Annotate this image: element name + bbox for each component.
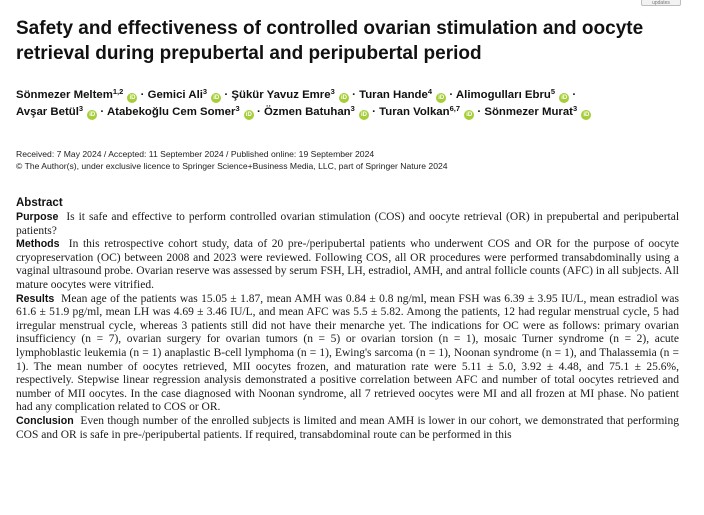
abstract-conclusion [16,415,679,442]
publication-dates: Received: 7 May 2024 / Accepted: 11 September 2024 / Published online: 19 September 2024 [16,149,375,159]
author-name[interactable]: Sönmezer Meltem [16,89,113,101]
author-separator: · [477,106,482,118]
abstract-purpose [16,211,679,238]
author-name[interactable]: Özmen Batuhan [263,106,351,118]
abstract-methods [16,238,679,292]
author-affiliation: 3 [202,87,208,96]
author-name[interactable]: Alimogulları Ebru [455,89,551,101]
orcid-icon[interactable]: iD [245,112,252,118]
abstract-results [16,293,679,415]
author-name[interactable]: Atabekoğlu Cem Somer [106,106,236,118]
article-meta [16,148,686,172]
author-name[interactable]: Sönmezer Murat [484,106,573,118]
author-entry [231,89,349,101]
author-affiliation: 5 [550,87,556,96]
abstract-body [16,211,679,442]
orcid-icon[interactable]: iD [129,95,136,101]
author-separator: · [256,106,261,118]
orcid-icon[interactable]: iD [583,112,590,118]
methods-text: In this retrospective cohort study, data of 20 pre-/peripubertal patients who underwent COS and OR for the purpose of oocyte cryopreservation (OC) between 2008 and 2023 were reviewed. Following COS, all OR procedures were performed transabdominally using a vaginal ultrasound probe. Ovarian reserve was assessed by serum FSH, LH, estradiol, AMH, and antral follicle counts (AFC) in all subjects. All mature oocytes were vitrified. [16,238,680,291]
copyright-notice: © The Author(s), under exclusive licence to Springer Science+Business Media, LLC, part of Springer Nature 2024 [16,161,448,171]
author-separator: · [224,89,229,101]
author-name[interactable]: Turan Hande [359,89,428,101]
orcid-icon[interactable]: iD [361,112,367,118]
author-affiliation: 3 [572,104,578,113]
author-entry [484,106,591,118]
author-separator: · [372,106,376,118]
orcid-icon[interactable]: iD [340,95,347,101]
conclusion-label: Conclusion [16,414,74,427]
author-affiliation: 3 [235,104,240,113]
conclusion-text: Even though number of the enrolled subjects is limited and mean AMH is lower in our cohort, we demonstrated that performing COS and OR is safe in pre-/peripubertal patients. If required, transabdominal route can be performed in this [16,414,679,441]
author-affiliation: 3 [330,87,335,96]
author-entry [16,106,97,118]
orcid-icon[interactable]: iD [89,112,96,118]
orcid-icon[interactable]: iD [213,95,220,101]
author-entry [379,106,474,118]
author-entry [148,89,222,101]
author-name[interactable]: Turan Volkan [379,106,450,118]
author-name[interactable]: Gemici Ali [147,89,203,101]
author-entry [264,106,369,118]
purpose-label: Purpose [16,211,59,223]
author-name[interactable]: Avşar Betül [16,106,79,118]
author-separator: · [140,89,145,101]
author-separator: · [572,89,577,101]
purpose-text: Is it safe and effective to perform controlled ovarian stimulation (COS) and oocyte retrieval (OR) in prepubertal and peripubertal patients? [16,211,680,237]
orcid-icon[interactable]: iD [561,95,568,101]
author-entry [359,89,446,101]
author-entry [107,106,254,118]
check-for-updates-badge[interactable]: updates [641,0,681,6]
orcid-icon[interactable]: iD [466,112,473,118]
author-separator: · [100,106,105,118]
author-separator: · [449,89,454,101]
author-list [16,87,686,121]
author-name[interactable]: Şükür Yavuz Emre [231,89,331,101]
results-text: Mean age of the patients was 15.05 ± 1.87, mean AMH was 0.84 ± 0.8 ng/ml, mean FSH was 6.39 ± 3.95 IU/L, mean estradiol was 61.6 ± 51.9 pg/ml, mean LH was 4.69 ± 3.46 IU/L, and mean AFC was 5.5 ± 5.82. Among the patients, 12 had regular menstrual cycle, 5 had irregular menstrual cycle, whereas 3 patients still did not have their menarche yet. The indications for OC were as follows: primary ovarian insufficiency (n = 7), ovarian surgery for ovarian tumors (n = 5) or ovarian torsion (n = 1), mosaic Turner syndrome (n = 2), acute lymphoblastic leukemia (n = 1) anaplastic B-cell lymphoma (n = 1), Ewing's sarcoma (n = 1), Noonan syndrome (n = 1), and Thalassemia (n = 1). The mean number of oocytes retrieved, MII oocytes frozen, and maturation rate were 5.11 ± 5.0, 3.92 ± 4.48, and 75.1 ± 25.6%, respectively. Stepwise linear regression analysis demonstrated a positive correlation between AFC and number of total oocytes retrieved and number of MII oocytes. In the case diagnosed with Noonan syndrome, all 7 retrieved oocytes were MI and all frozen at MI phase. No patient had any complication related to COS or OR. [16,292,680,414]
abstract-heading: Abstract [16,197,63,209]
author-entry [16,89,137,101]
author-affiliation: 1,2 [112,87,124,96]
paper-title: Safety and effectiveness of controlled ovarian stimulation and oocyte retrieval during prepubertal and peripubertal period [16,18,644,64]
author-separator: · [352,89,356,101]
methods-label: Methods [16,238,60,251]
author-affiliation: 3 [350,104,355,113]
orcid-icon[interactable]: iD [438,95,445,101]
author-affiliation: 6,7 [449,104,461,113]
results-label: Results [16,292,55,305]
author-affiliation: 4 [427,87,433,96]
author-entry [456,89,569,101]
author-affiliation: 3 [78,104,84,113]
